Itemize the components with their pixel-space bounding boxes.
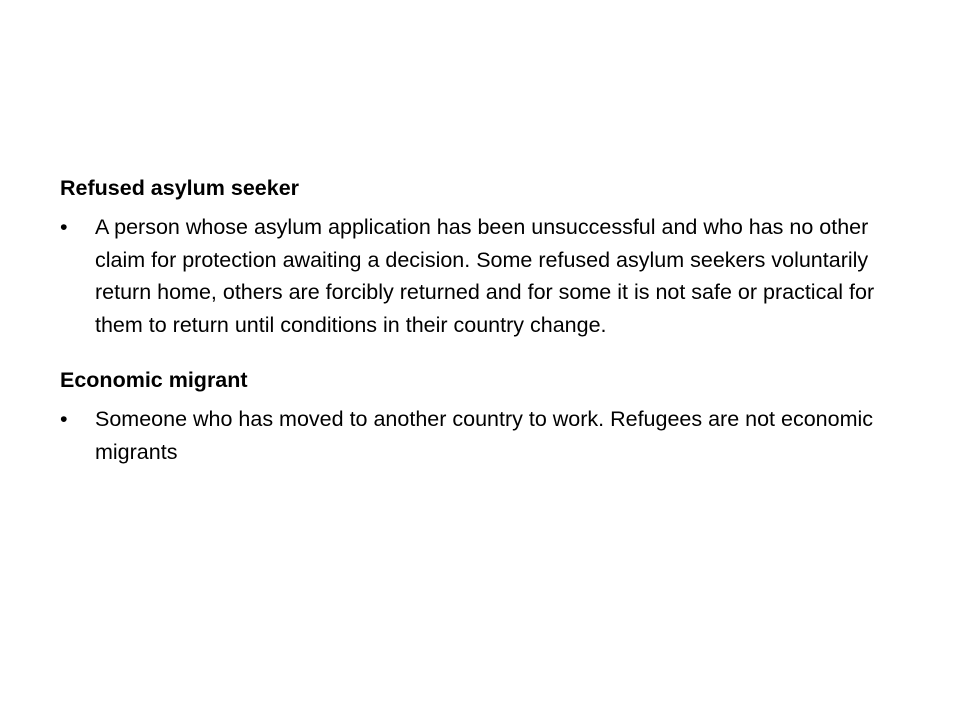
term-heading: Economic migrant [60,368,248,392]
definition-section-economic-migrant [60,365,920,468]
section-spacer [60,341,920,365]
slide-content [60,173,920,468]
bullet-item [60,403,920,468]
bullet-marker: • [60,407,68,431]
definition-text: Someone who has moved to another country to work. Refugees are not economic migrants [95,407,874,464]
definition-section-refused-asylum-seeker [60,173,920,341]
bullet-marker: • [60,215,68,239]
bullet-item [60,211,920,341]
definition-text: A person whose asylum application has been unsuccessful and who has no other claim for protection awaiting a decision. Some refused asylum seekers voluntarily return home, others are forcibly returned and for some it is not safe or practical for them to return until conditions in their country change. [95,215,875,337]
term-heading: Refused asylum seeker [60,176,300,200]
